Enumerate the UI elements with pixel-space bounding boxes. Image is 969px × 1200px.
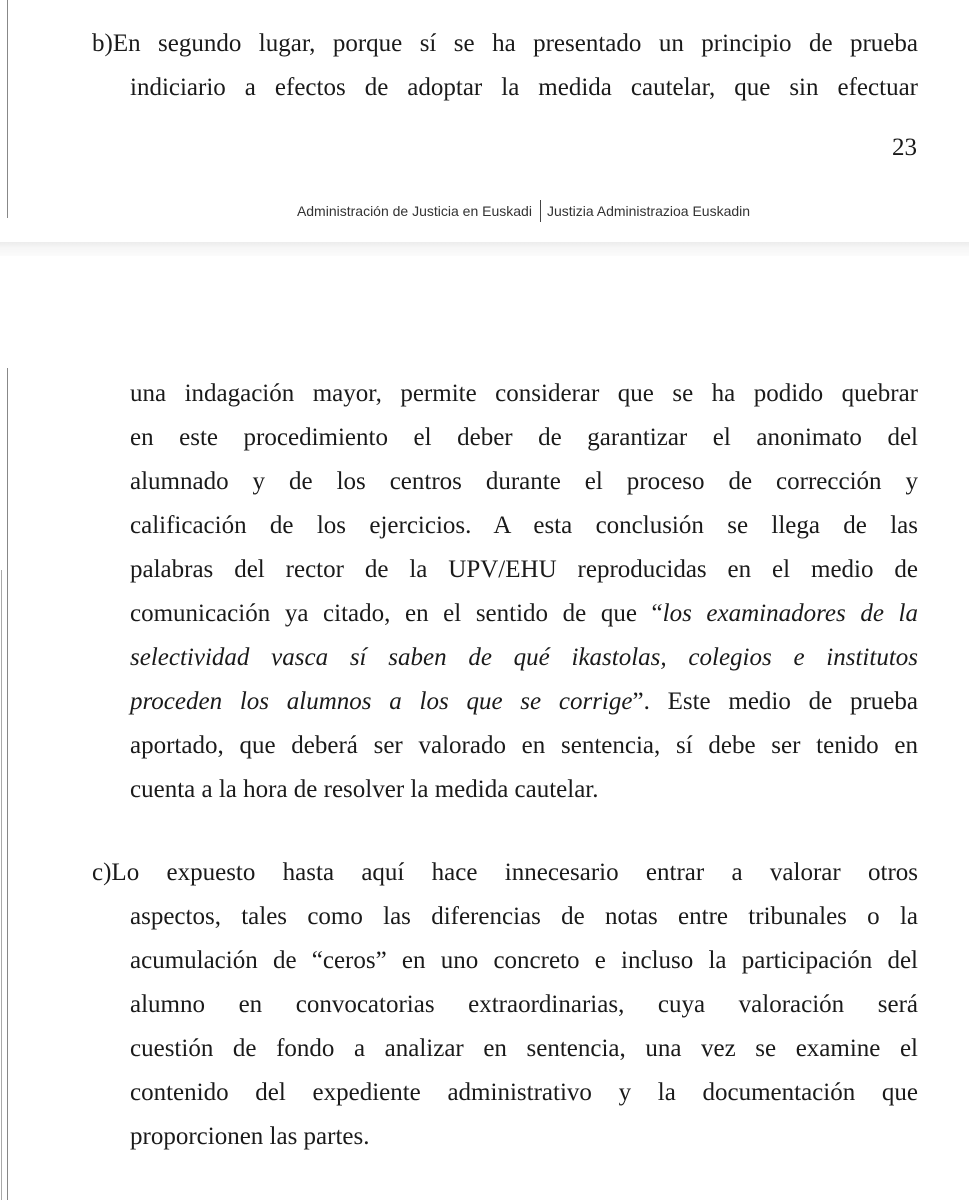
footer-divider bbox=[540, 200, 541, 222]
page-gap bbox=[0, 242, 969, 256]
quote-italic: proceden los alumnos a los que se corrige bbox=[130, 688, 633, 715]
text-line bbox=[92, 592, 918, 636]
text-line: c)Lo expuesto hasta aquí hace innecesario entrar a valorar otros bbox=[92, 859, 918, 886]
quote-italic: los examinadores de la bbox=[662, 600, 918, 627]
text-line: indiciario a efectos de adoptar la medida cautelar, que sin efectuar bbox=[130, 74, 918, 101]
page-footer bbox=[0, 200, 969, 222]
text-line: en este procedimiento el deber de garantizar el anonimato del bbox=[130, 424, 918, 451]
text-line: acumulación de “ceros” en uno concreto e incluso la participación del bbox=[130, 947, 918, 974]
text-line: aspectos, tales como las diferencias de notas entre tribunales o la bbox=[130, 903, 918, 930]
text-line: cuenta a la hora de resolver la medida cautelar. bbox=[130, 776, 599, 803]
paragraph-b bbox=[92, 22, 918, 110]
page-number: 23 bbox=[892, 134, 917, 161]
text-segment: ”. Este medio de prueba bbox=[632, 688, 918, 715]
page-edge-top bbox=[7, 0, 8, 218]
page-edge-outer bbox=[1, 570, 2, 1200]
text-line: alumnado y de los centros durante el proceso de corrección y bbox=[130, 468, 918, 495]
paragraph-c bbox=[92, 851, 918, 1159]
text-line: calificación de los ejercicios. A esta conclusión se llega de las bbox=[130, 512, 918, 539]
text-line: b)En segundo lugar, porque sí se ha presentado un principio de prueba bbox=[92, 30, 918, 57]
text-line: cuestión de fondo a analizar en sentencia, una vez se examine el bbox=[130, 1035, 918, 1062]
text-line: proporcionen las partes. bbox=[130, 1123, 370, 1150]
footer-right-text: Justizia Administrazioa Euskadin bbox=[546, 203, 751, 219]
text-line: palabras del rector de la UPV/EHU reproducidas en el medio de bbox=[130, 556, 918, 583]
footer-left-text: Administración de Justicia en Euskadi bbox=[296, 203, 532, 219]
quote-italic: selectividad vasca sí saben de qué ikastolas, colegios e institutos bbox=[130, 644, 918, 671]
text-line bbox=[92, 680, 918, 724]
text-line: una indagación mayor, permite considerar que se ha podido quebrar bbox=[130, 380, 918, 407]
text-line: aportado, que deberá ser valorado en sentencia, sí debe ser tenido en bbox=[130, 732, 918, 759]
text-segment: comunicación ya citado, en el sentido de que “ bbox=[130, 600, 663, 627]
text-line: contenido del expediente administrativo y la documentación que bbox=[130, 1079, 918, 1106]
paragraph-b-continued bbox=[92, 372, 918, 812]
page-edge-bottom bbox=[7, 368, 8, 1200]
text-line: alumno en convocatorias extraordinarias, cuya valoración será bbox=[130, 991, 918, 1018]
text-line bbox=[92, 636, 918, 680]
